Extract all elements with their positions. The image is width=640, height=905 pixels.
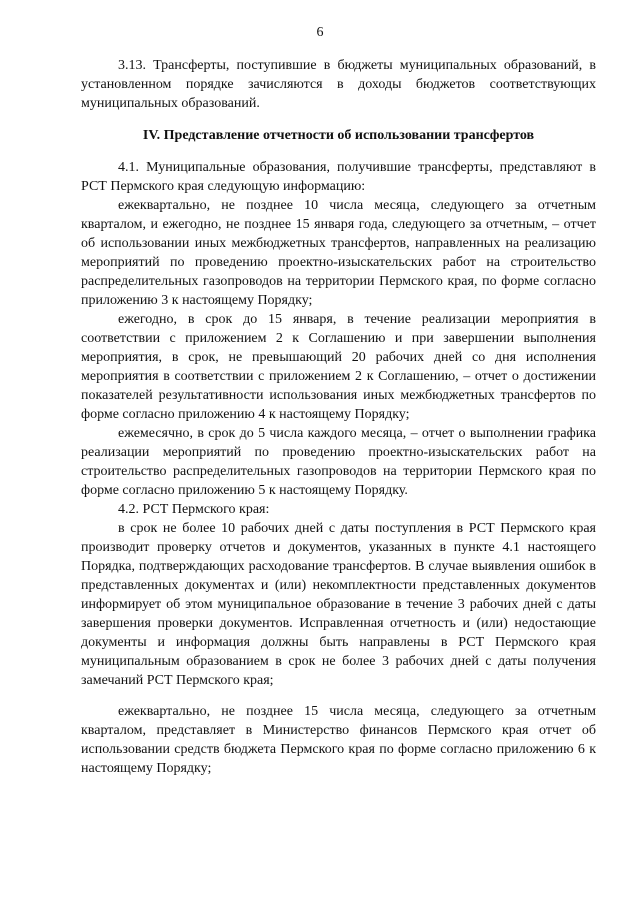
paragraph-4-1: 4.1. Муниципальные образования, получившие трансферты, представляют в РСТ Пермского края следующую информацию: [81,160,596,194]
document-body [81,56,596,778]
paragraph-4-1-annual: ежегодно, в срок до 15 января, в течение реализации мероприятия в соответствии с приложением 2 к Соглашению и при завершении выполнения мероприятия, в срок, не превышающий 20 рабочих дней со дня исполнения мероприятия в соответствии с приложением 2 к Соглашению, – отчет о достижении показателей результативности использования иных межбюджетных трансфертов по форме согласно приложению 4 к настоящему Порядку; [81,312,596,422]
paragraph-4-2: 4.2. РСТ Пермского края: [118,502,270,517]
paragraph-4-2-check: в срок не более 10 рабочих дней с даты поступления в РСТ Пермского края производит проверку отчетов и документов, указанных в пункте 4.1 настоящего Порядка, подтверждающих расходование трансфертов. В случае выявления ошибок в представленных документах и (или) некомплектности представленных документов информирует об этом муниципальное образование в течение 3 рабочих дней с даты завершения проверки документов. Исправленная отчетность и (или) недостающие документы и информация должны быть направлены в РСТ Пермского края муниципальным образованием в срок не более 3 рабочих дней с даты получения замечаний РСТ Пермского края; [81,521,596,688]
page-number: 6 [316,25,324,40]
paragraph-3-13: 3.13. Трансферты, поступившие в бюджеты муниципальных образований, в установленном порядке зачисляются в доходы бюджетов соответствующих муниципальных образований. [81,58,596,111]
paragraph-4-1-monthly: ежемесячно, в срок до 5 числа каждого месяца, – отчет о выполнении графика реализации мероприятий по проведению проектно-изыскательских работ на строительство распределительных газопроводов на территории Пермского края по форме согласно приложению 5 к настоящему Порядку. [81,426,596,498]
section-heading: IV. Представление отчетности об использовании трансфертов [142,128,535,143]
paragraph-4-2-quarterly: ежеквартально, не позднее 15 числа месяца, следующего за отчетным кварталом, представляет в Министерство финансов Пермского края отчет об использовании средств бюджета Пермского края по форме согласно приложению 6 к настоящему Порядку; [81,704,596,776]
paragraph-4-1-quarterly: ежеквартально, не позднее 10 числа месяца, следующего за отчетным кварталом, и ежегодно, не позднее 15 января года, следующего за отчетным, – отчет об использовании иных межбюджетных трансфертов, направленных на реализацию мероприятий по проведению проектно-изыскательских работ на строительство распределительных газопроводов на территории Пермского края, по форме согласно приложению 3 к настоящему Порядку; [81,198,596,308]
